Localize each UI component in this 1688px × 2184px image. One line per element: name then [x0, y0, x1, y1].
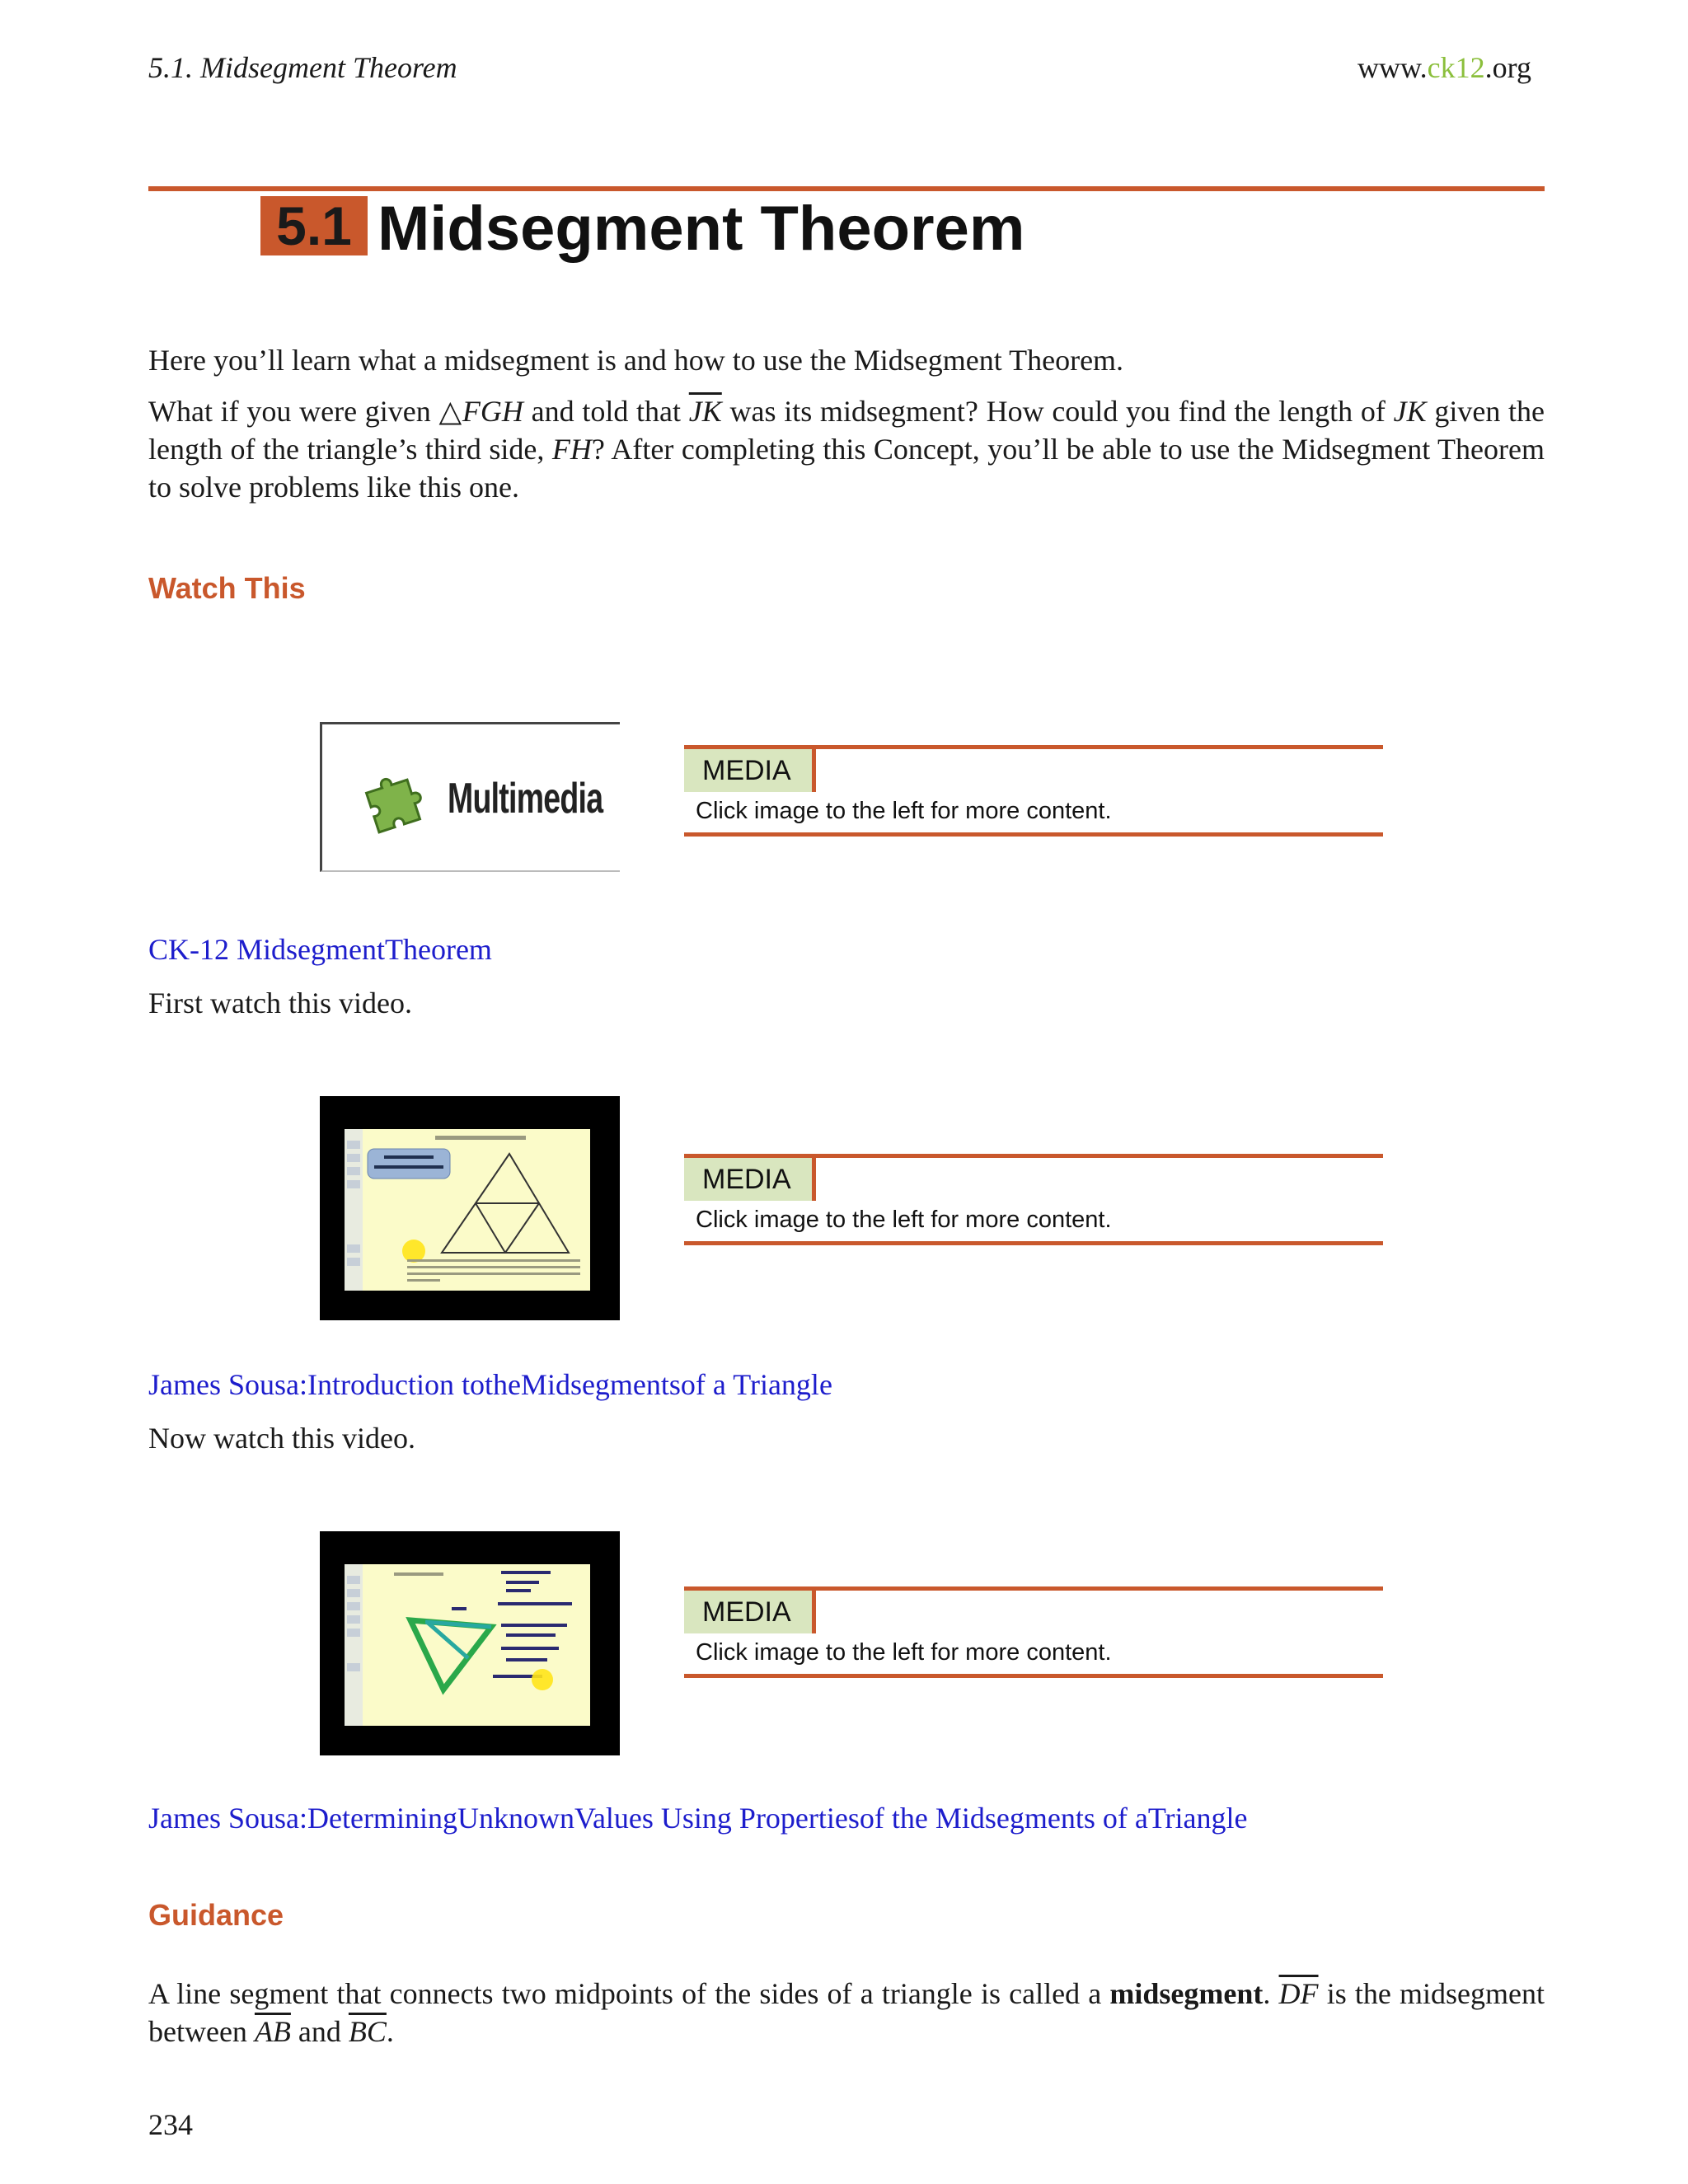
video-link-ck12-midsegment-theorem[interactable]: CK-12 MidsegmentTheorem	[148, 933, 492, 966]
video-screen	[345, 1129, 590, 1291]
page-number: 234	[148, 2108, 193, 2141]
term-midsegment: midsegment	[1109, 1977, 1264, 2010]
intro-line: Here you’ll learn what a midsegment is and how to use the Midsegment Theorem.	[148, 344, 1124, 377]
media-caption: Click image to the left for more content.	[696, 1639, 1112, 1666]
video-link-introduction-midsegments[interactable]: James Sousa:Introduction totheMidsegmentsof a Triangle	[148, 1368, 832, 1401]
running-header-title: 5.1. Midsegment Theorem	[148, 51, 457, 84]
section-heading-watch-this: Watch This	[148, 571, 306, 605]
side-fh: FH	[551, 433, 592, 466]
instruction-first-watch: First watch this video.	[148, 987, 412, 1019]
multimedia-label: Multimedia	[448, 775, 603, 823]
multimedia-thumbnail[interactable]	[320, 722, 620, 872]
media-tag: MEDIA	[684, 749, 816, 792]
intro-question: What if you were given △FGH and told that $\overline{JK}$ was its midsegment? How could you find the length of JK given the length of the triangle’s third side, FH? After completing this Concept, you’ll be able to use the Midsegment Theorem to solve problems like this one.	[148, 395, 1545, 504]
url-prefix: www.	[1357, 51, 1428, 84]
video-thumbnail-introduction-midsegments[interactable]	[320, 1096, 620, 1320]
segment-bc: $\overline{BC}$	[348, 2015, 387, 2048]
video-thumbnail-unknown-values[interactable]	[320, 1531, 620, 1755]
media-box-2	[684, 1154, 1383, 1246]
video-link-unknown-values[interactable]: James Sousa:DeterminingUnknownValues Using Propertiesof the Midsegments of aTriangle	[148, 1802, 1248, 1835]
section-heading-guidance: Guidance	[148, 1898, 284, 1932]
media-box-1	[684, 745, 1383, 837]
media-tag: MEDIA	[684, 1158, 816, 1201]
media-tag: MEDIA	[684, 1591, 816, 1633]
segment-ab: $\overline{AB}$	[254, 2015, 291, 2048]
guidance-paragraph: A line segment that connects two midpoints of the sides of a triangle is called a midsegment. $\overline{DF}$ is the midsegment between $\overline{AB}$ and $\overline{BC}$.	[148, 1977, 1545, 2048]
media-caption: Click image to the left for more content.	[696, 1207, 1112, 1233]
chapter-number: 5.1	[260, 196, 368, 255]
instruction-now-watch: Now watch this video.	[148, 1422, 415, 1455]
url-brand: ck12	[1427, 51, 1485, 84]
chapter-title: Midsegment Theorem	[377, 194, 1025, 264]
media-box-3	[684, 1586, 1383, 1679]
triangle-fgh: △FGH	[438, 395, 523, 428]
segment-df: $\overline{DF}$	[1278, 1977, 1319, 2010]
video-screen	[345, 1564, 590, 1726]
media-caption: Click image to the left for more content.	[696, 798, 1112, 824]
running-header-url[interactable]	[1357, 49, 1531, 86]
url-suffix: .org	[1484, 51, 1531, 84]
length-jk: JK	[1393, 395, 1427, 428]
segment-jk: $\overline{JK}$	[688, 395, 722, 428]
